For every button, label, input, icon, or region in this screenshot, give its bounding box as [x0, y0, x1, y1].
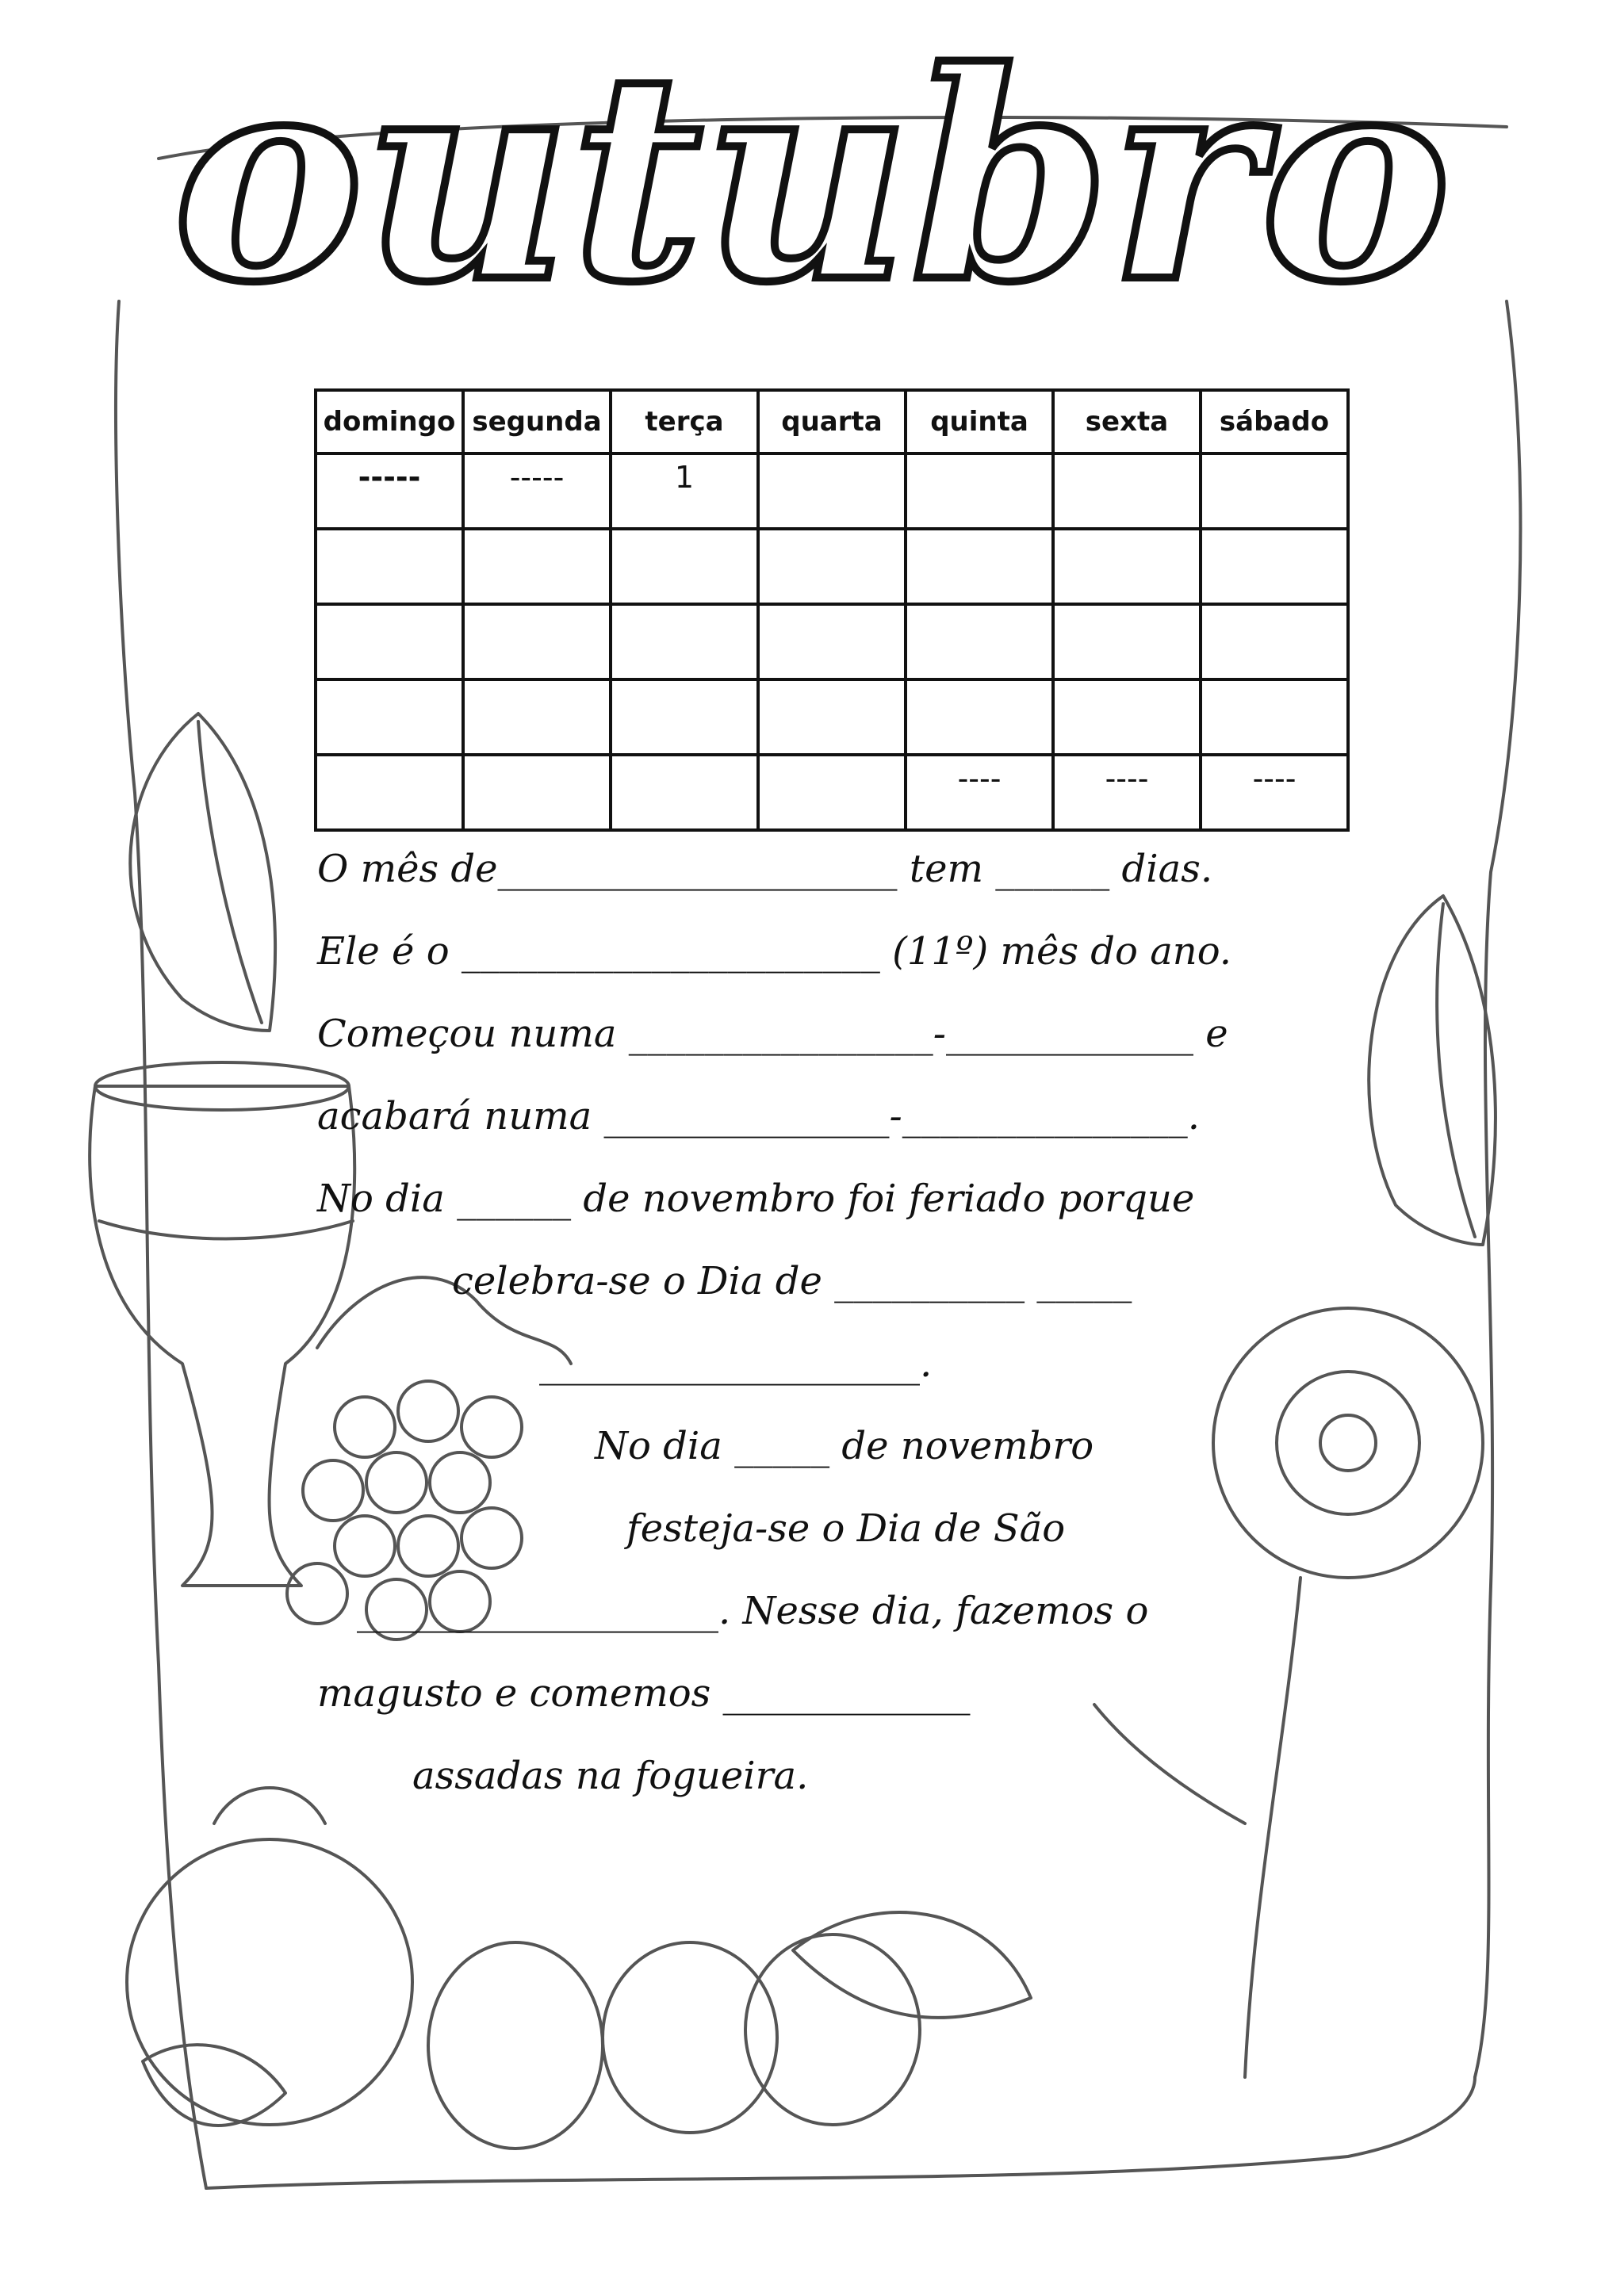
- chestnut-icon: [603, 1942, 777, 2133]
- leaf-right-icon: [1369, 896, 1496, 1245]
- worksheet-line: O mês de_____________________ tem ______ dias.: [317, 847, 1213, 891]
- calendar-cell: [906, 679, 1053, 755]
- calendar-cell: [316, 529, 463, 604]
- calendar-header: sexta: [1053, 390, 1201, 453]
- calendar-cell: [611, 604, 758, 679]
- wine-glass-icon: [90, 1086, 354, 1586]
- calendar-table: [314, 388, 1350, 832]
- calendar-row: [316, 453, 1348, 529]
- calendar-header-row: [316, 390, 1348, 453]
- calendar-cell: [906, 529, 1053, 604]
- calendar-cell: [758, 679, 906, 755]
- calendar-cell: 1: [611, 453, 758, 529]
- pomegranate-icon: [127, 1839, 412, 2125]
- calendar-cell: [906, 453, 1053, 529]
- calendar-header: sábado: [1201, 390, 1348, 453]
- calendar-row: [316, 755, 1348, 830]
- worksheet-line: ____________________.: [539, 1341, 933, 1386]
- worksheet-line: festeja-se o Dia de São: [626, 1506, 1066, 1551]
- page-title: [0, 16, 1624, 349]
- calendar-cell: [1201, 604, 1348, 679]
- calendar-cell: [1053, 679, 1201, 755]
- calendar-cell: [758, 755, 906, 830]
- calendar-cell: [611, 529, 758, 604]
- calendar-row: [316, 529, 1348, 604]
- calendar-cell: ----: [906, 755, 1053, 830]
- worksheet-line: No dia ______ de novembro foi feriado porque: [317, 1177, 1195, 1221]
- worksheet-line: Começou numa ________________-_____________ e: [317, 1012, 1228, 1056]
- calendar-header: segunda: [463, 390, 611, 453]
- chestnut-icon: [428, 1942, 603, 2149]
- svg-text:outubro: outubro: [173, 16, 1451, 345]
- calendar-cell: [316, 604, 463, 679]
- calendar-row: [316, 679, 1348, 755]
- calendar-row: [316, 604, 1348, 679]
- worksheet-line: No dia _____ de novembro: [595, 1424, 1094, 1468]
- calendar-cell: [463, 604, 611, 679]
- calendar-cell: [611, 755, 758, 830]
- worksheet-line: assadas na fogueira.: [412, 1754, 809, 1798]
- calendar-cell: [1201, 453, 1348, 529]
- calendar-header: domingo: [316, 390, 463, 453]
- worksheet-line: ___________________. Nesse dia, fazemos o: [357, 1589, 1149, 1633]
- calendar-header: quarta: [758, 390, 906, 453]
- calendar-cell: [758, 604, 906, 679]
- calendar-header: quinta: [906, 390, 1053, 453]
- calendar-cell: [463, 529, 611, 604]
- calendar-cell: [1201, 679, 1348, 755]
- chestnut-icon: [745, 1934, 920, 2125]
- calendar-cell: [1053, 604, 1201, 679]
- worksheet-line: acabará numa _______________-_______________.: [317, 1094, 1200, 1138]
- worksheet-line: Ele é o ______________________ (11º) mês do ano.: [317, 929, 1232, 974]
- calendar-cell: -----: [463, 453, 611, 529]
- calendar-cell: -----: [316, 453, 463, 529]
- calendar-cell: [463, 679, 611, 755]
- calendar-cell: [463, 755, 611, 830]
- calendar-cell: [1201, 529, 1348, 604]
- worksheet-line: celebra-se o Dia de __________ _____: [452, 1259, 1132, 1303]
- calendar-header: terça: [611, 390, 758, 453]
- worksheet-line: magusto e comemos _____________: [317, 1671, 971, 1716]
- calendar-cell: [316, 755, 463, 830]
- calendar-cell: [758, 529, 906, 604]
- calendar-cell: [758, 453, 906, 529]
- calendar-cell: ----: [1201, 755, 1348, 830]
- calendar-cell: [906, 604, 1053, 679]
- calendar-cell: [611, 679, 758, 755]
- calendar-cell: ----: [1053, 755, 1201, 830]
- calendar-cell: [1053, 529, 1201, 604]
- calendar-cell: [1053, 453, 1201, 529]
- calendar-cell: [316, 679, 463, 755]
